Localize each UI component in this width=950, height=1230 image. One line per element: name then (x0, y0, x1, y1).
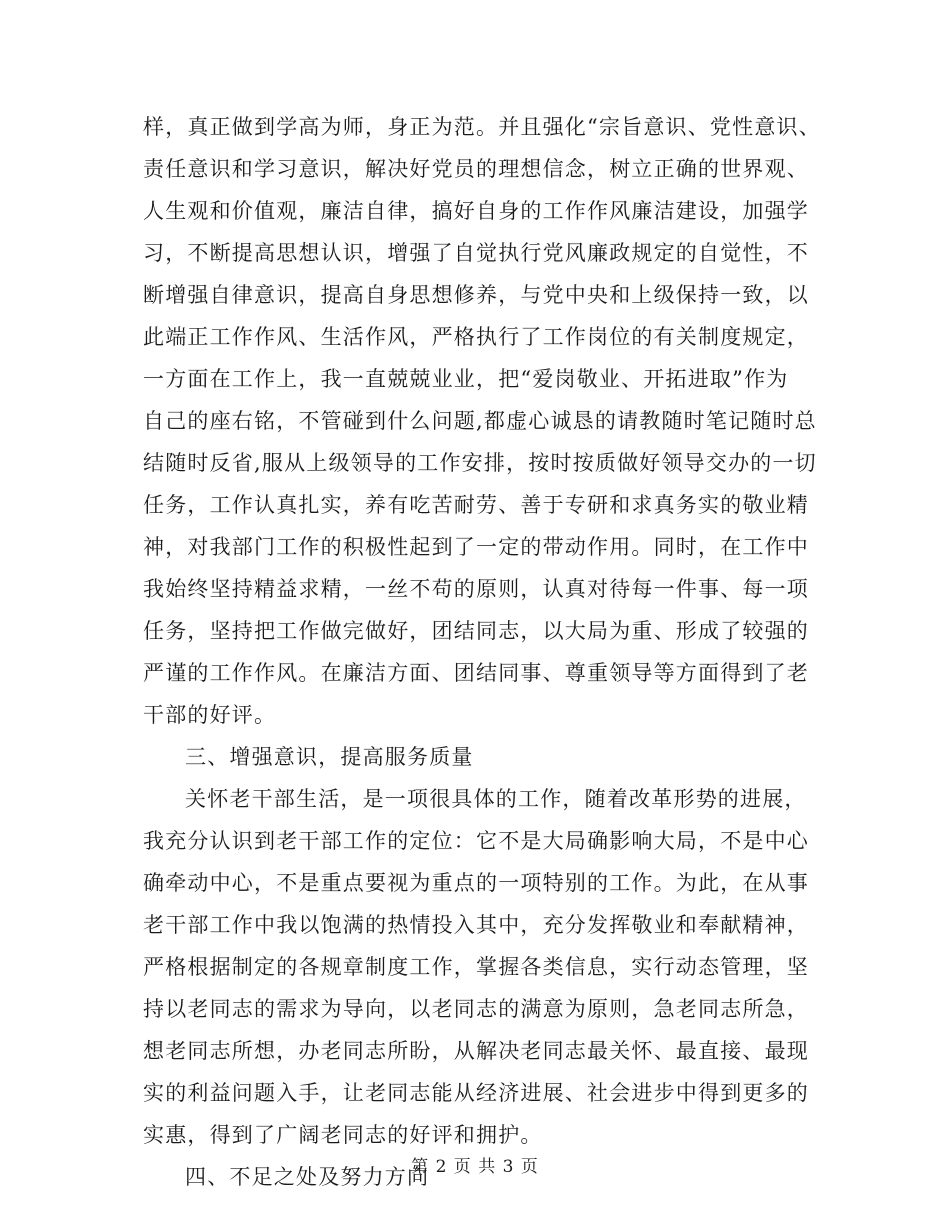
body-text (143, 106, 823, 1198)
text-line: 样，真正做到学高为师，身正为范。并且强化“宗旨意识、党性意识、 (143, 115, 821, 139)
text-line: 一方面在工作上，我一直兢兢业业，把“爱岗敬业、开拓进取”作为 (143, 367, 789, 391)
text-line: 我始终坚持精益求精，一丝不苟的原则，认真对待每一件事、每一项 (143, 577, 809, 601)
text-line: 神，对我部门工作的积极性起到了一定的带动作用。同时，在工作中 (143, 535, 809, 559)
text-line: 实惠，得到了广阔老同志的好评和拥护。 (143, 1123, 543, 1147)
section-heading: 四、不足之处及努力方向 (185, 1165, 430, 1189)
text-line: 习，不断提高思想认识，增强了自觉执行党风廉政规定的自觉性，不 (143, 241, 809, 265)
text-line: 我充分认识到老干部工作的定位：它不是大局确影响大局，不是中心 (143, 829, 809, 853)
text-line: 任务，坚持把工作做完做好，团结同志，以大局为重、形成了较强的 (143, 619, 809, 643)
text-line: 断增强自律意识，提高自身思想修养，与党中央和上级保持一致，以 (143, 283, 809, 307)
text-line: 自己的座右铭，不管碰到什么问题,都虚心诚恳的请教随时笔记随时总 (143, 409, 817, 433)
text-line: 人生观和价值观，廉洁自律，搞好自身的工作作风廉洁建设，加强学 (143, 199, 809, 223)
text-line: 关怀老干部生活，是一项很具体的工作，随着改革形势的进展， (185, 787, 807, 811)
text-line: 任务，工作认真扎实，养有吃苦耐劳、善于专研和求真务实的敬业精 (143, 493, 809, 517)
text-line: 严谨的工作作风。在廉洁方面、团结同事、尊重领导等方面得到了老 (143, 661, 809, 685)
text-line: 老干部工作中我以饱满的热情投入其中，充分发挥敬业和奉献精神， (143, 913, 809, 937)
text-line: 严格根据制定的各规章制度工作，掌握各类信息，实行动态管理，坚 (143, 955, 809, 979)
text-line: 确牵动中心，不是重点要视为重点的一项特别的工作。为此，在从事 (143, 871, 809, 895)
text-line: 干部的好评。 (143, 703, 277, 727)
text-line: 想老同志所想，办老同志所盼，从解决老同志最关怀、最直接、最现 (143, 1039, 809, 1063)
section-heading: 三、增强意识，提高服务质量 (185, 745, 474, 769)
page-footer: 第 2 页 共 3 页 (411, 1157, 539, 1177)
text-line: 实的利益问题入手，让老同志能从经济进展、社会进步中得到更多的 (143, 1081, 809, 1105)
text-line: 持以老同志的需求为导向，以老同志的满意为原则，急老同志所急， (143, 997, 809, 1021)
text-line: 结随时反省,服从上级领导的工作安排，按时按质做好领导交办的一切 (143, 451, 817, 475)
text-line: 此端正工作作风、生活作风，严格执行了工作岗位的有关制度规定， (143, 325, 809, 349)
text-line: 责任意识和学习意识，解决好党员的理想信念，树立正确的世界观、 (143, 157, 809, 181)
